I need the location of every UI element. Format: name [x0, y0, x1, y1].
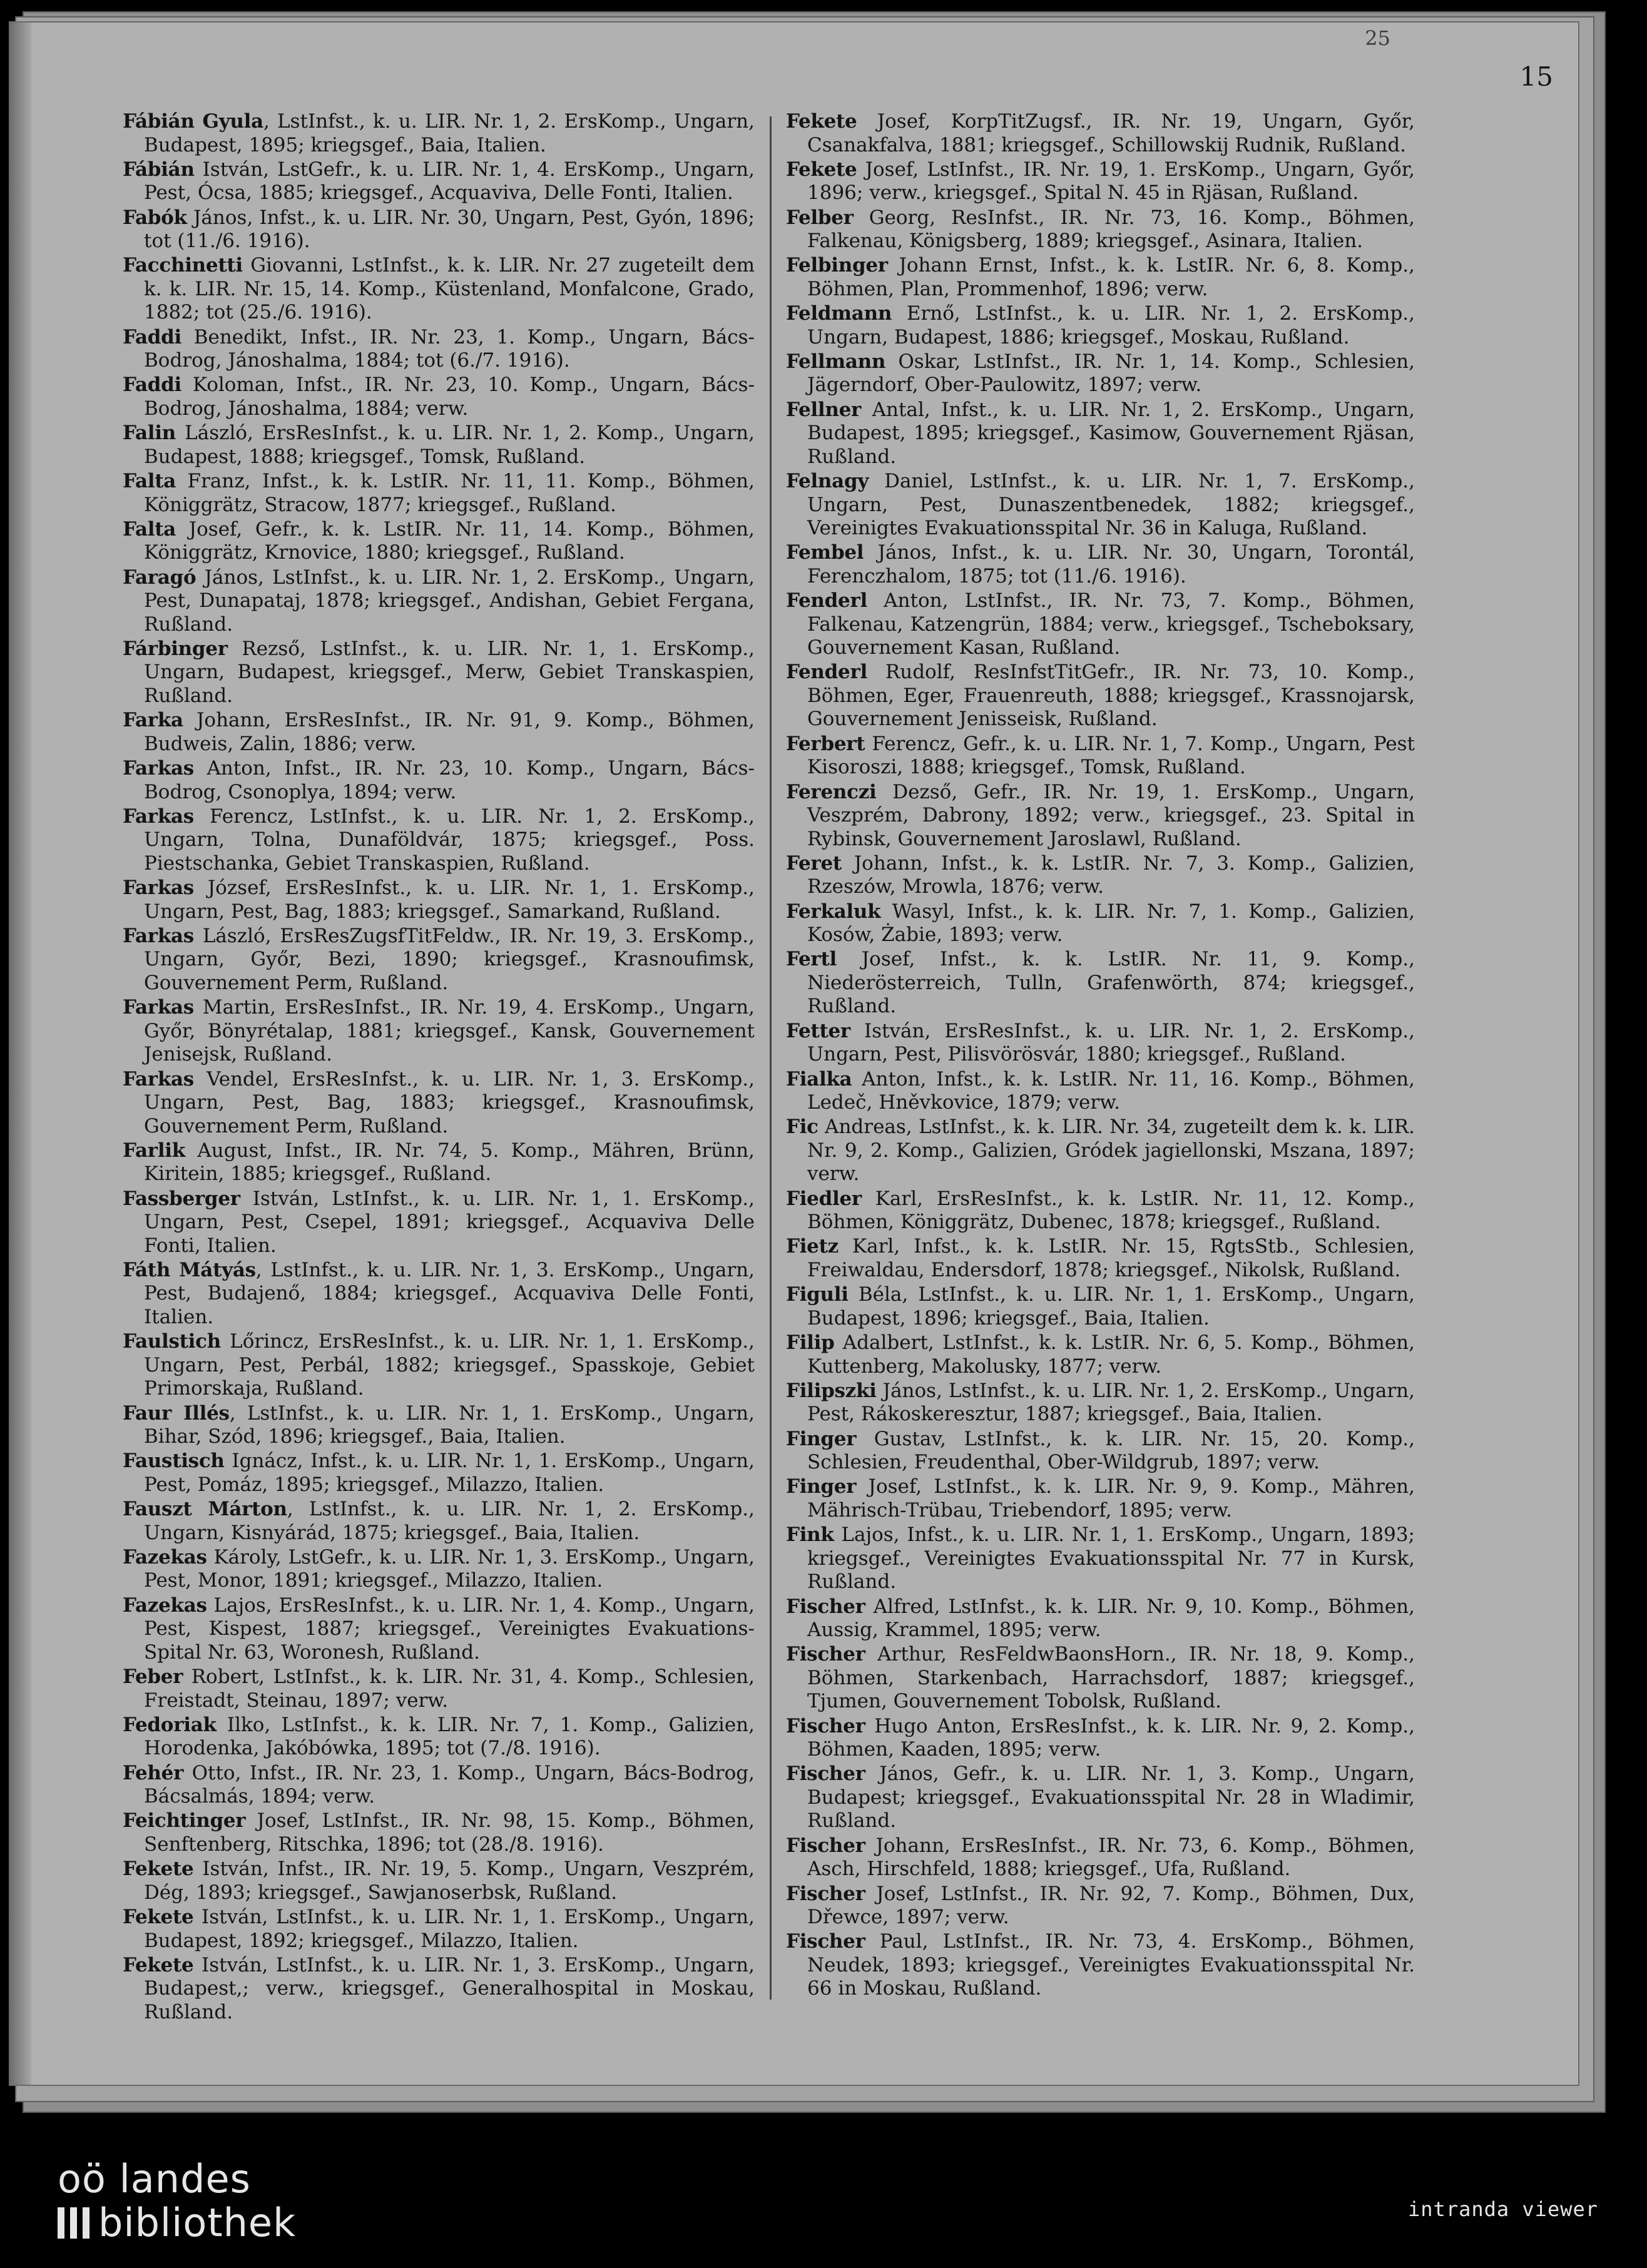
entry-details: Ferencz, LstInfst., k. u. LIR. Nr. 1, 2. ErsKomp., Ungarn, Tolna, Dunaföldvár, 1875; kriegsgef., Poss. Piestschanka, Gebiet Transkaspien, Rußland. [144, 805, 755, 875]
list-entry [123, 374, 755, 420]
list-entry [123, 1762, 755, 1809]
entry-surname: Fietz [786, 1235, 839, 1258]
list-entry [786, 1715, 1415, 1762]
logo-line-2 [58, 2201, 296, 2245]
list-entry [123, 1259, 755, 1330]
entry-details: Josef, LstInfst., IR. Nr. 92, 7. Komp., Böhmen, Dux, Dřewce, 1897; verw. [807, 1882, 1415, 1928]
list-entry [123, 1139, 755, 1186]
entry-surname: Faulstich [123, 1330, 221, 1353]
list-entry [123, 925, 755, 995]
list-entry [123, 1402, 755, 1449]
entry-surname: Ferenczi [786, 780, 877, 803]
entry-details: Dezső, Gefr., IR. Nr. 19, 1. ErsKomp., Ungarn, Veszprém, Dabrony, 1892; verw., kriegsgef., 23. Spital in Rybinsk, Gouvernement Jaroslawl, Rußland. [807, 780, 1415, 850]
entry-surname: Fáth Mátyás [123, 1258, 256, 1281]
entry-surname: Fertl [786, 948, 837, 971]
list-entry [123, 1906, 755, 1953]
entry-details: Koloman, Infst., IR. Nr. 23, 10. Komp., Ungarn, Bács-Bodrog, Jánoshalma, 1884; verw. [144, 374, 755, 420]
list-entry [123, 709, 755, 756]
entry-details: Károly, LstGefr., k. u. LIR. Nr. 1, 3. ErsKomp., Ungarn, Pest, Monor, 1891; kriegsgef., Milazzo, Italien. [144, 1545, 755, 1592]
entry-details: Josef, LstInfst., IR. Nr. 98, 15. Komp., Böhmen, Senftenberg, Ritschka, 1896; tot (28./8. 1916). [144, 1809, 755, 1856]
list-entry [786, 1643, 1415, 1714]
list-entry [786, 254, 1415, 301]
entry-surname: Fazekas [123, 1594, 207, 1617]
entry-details: Lőrincz, ErsResInfst., k. u. LIR. Nr. 1, 1. ErsKomp., Ungarn, Pest, Perbál, 1882; kriegsgef., Spasskoje, Gebiet Primorskaja, Rußland. [144, 1330, 755, 1400]
entry-surname: Fekete [123, 1953, 194, 1976]
entry-details: Gustav, LstInfst., k. k. LIR. Nr. 15, 20. Komp., Schlesien, Freudenthal, Ober-Wildgrub, 1897; verw. [807, 1427, 1415, 1474]
list-entry [786, 1762, 1415, 1833]
entry-details: László, ErsResInfst., k. u. LIR. Nr. 1, 2. Komp., Ungarn, Budapest, 1888; kriegsgef., Tomsk, Rußland. [144, 422, 755, 468]
list-entry [123, 1665, 755, 1712]
entry-surname: Falta [123, 470, 176, 493]
list-entry [123, 1954, 755, 2025]
entry-details: , LstInfst., k. u. LIR. Nr. 1, 1. ErsKomp., Ungarn, Bihar, Szód, 1896; kriegsgef., Baia, Italien. [144, 1401, 755, 1448]
entry-details: Anton, Infst., IR. Nr. 23, 10. Komp., Ungarn, Bács-Bodrog, Csonoplya, 1894; verw. [144, 757, 755, 803]
entry-surname: Fehér [123, 1761, 184, 1784]
left-column [123, 110, 755, 2025]
entry-surname: Faddi [123, 325, 182, 348]
list-entry [786, 948, 1415, 1019]
list-entry [786, 900, 1415, 947]
list-entry [786, 1235, 1415, 1282]
entry-surname: Fischer [786, 1930, 865, 1953]
entry-details: Arthur, ResFeldwBaonsHorn., IR. Nr. 18, 9. Komp., Böhmen, Starkenbach, Harrachsdorf, 1887; kriegsgef., Tjumen, Gouvernement Tobolsk, Rußland. [807, 1643, 1415, 1713]
entry-surname: Farkas [123, 757, 194, 780]
entry-details: István, LstInfst., k. u. LIR. Nr. 1, 1. ErsKomp., Ungarn, Budapest, 1892; kriegsgef., Milazzo, Italien. [144, 1906, 755, 1952]
entry-surname: Fischer [786, 1714, 865, 1737]
entry-surname: Fischer [786, 1643, 865, 1666]
list-entry [786, 1834, 1415, 1881]
entry-surname: Fabók [123, 206, 187, 229]
entry-details: János, Gefr., k. u. LIR. Nr. 1, 3. Komp., Ungarn, Budapest; kriegsgef., Evakuationsspital Nr. 28 in Wladimir, Rußland. [807, 1762, 1415, 1833]
entry-details: Otto, Infst., IR. Nr. 23, 1. Komp., Ungarn, Bács-Bodrog, Bácsalmás, 1894; verw. [144, 1761, 755, 1808]
entry-surname: Ferbert [786, 732, 865, 755]
entry-details: Johann, ErsResInfst., IR. Nr. 91, 9. Komp., Böhmen, Budweis, Zalin, 1886; verw. [144, 709, 755, 755]
list-entry [123, 518, 755, 565]
entry-details: Georg, ResInfst., IR. Nr. 73, 16. Komp., Böhmen, Falkenau, Königsberg, 1889; kriegsgef., Asinara, Italien. [807, 206, 1415, 253]
list-entry [123, 254, 755, 325]
entry-surname: Fazekas [123, 1545, 207, 1569]
list-entry [123, 1858, 755, 1904]
entry-details: Oskar, LstInfst., IR. Nr. 1, 14. Komp., Schlesien, Jägerndorf, Ober-Paulowitz, 1897; verw. [807, 350, 1415, 397]
entry-details: Giovanni, LstInfst., k. k. LIR. Nr. 27 zugeteilt dem k. k. LIR. Nr. 15, 14. Komp., Küstenland, Monfalcone, Grado, 1882; tot (25./6. 1916). [144, 254, 755, 324]
entry-details: Alfred, LstInfst., k. k. LIR. Nr. 9, 10. Komp., Böhmen, Aussig, Krammel, 1895; verw. [807, 1595, 1415, 1642]
entry-details: Ignácz, Infst., k. u. LIR. Nr. 1, 1. ErsKomp., Ungarn, Pest, Pomáz, 1895; kriegsgef., Milazzo, Italien. [144, 1450, 755, 1496]
entry-surname: Figuli [786, 1283, 849, 1306]
entry-surname: Fischer [786, 1762, 865, 1786]
entry-surname: Faustisch [123, 1450, 225, 1473]
entry-surname: Fischer [786, 1882, 865, 1905]
entry-details: Rudolf, ResInfstTitGefr., IR. Nr. 73, 10. Komp., Böhmen, Eger, Frauenreuth, 1888; kriegsgef., Krassnojarsk, Gouvernement Jenisseisk, Rußland. [807, 661, 1415, 731]
list-entry [786, 1523, 1415, 1594]
entry-surname: Fetter [786, 1019, 850, 1042]
list-entry [786, 852, 1415, 899]
entry-details: István, ErsResInfst., k. u. LIR. Nr. 1, 2. ErsKomp., Ungarn, Pest, Pilisvörösvár, 1880; kriegsgef., Rußland. [807, 1019, 1415, 1066]
list-entry [123, 326, 755, 373]
logo-line-1: oö landes [58, 2156, 251, 2202]
entry-surname: Faur Illés [123, 1401, 230, 1425]
entry-details: Karl, Infst., k. k. LstIR. Nr. 15, RgtsStb., Schlesien, Freiwaldau, Endersdorf, 1878; kriegsgef., Nikolsk, Rußland. [807, 1235, 1415, 1281]
entry-surname: Finger [786, 1475, 857, 1498]
entry-details: Andreas, LstInfst., k. k. LIR. Nr. 34, zugeteilt dem k. k. LIR. Nr. 9, 2. Komp., Galizien, Gródek jagiellonski, Mszana, 1897; verw. [807, 1116, 1415, 1186]
entry-details: Josef, LstInfst., IR. Nr. 19, 1. ErsKomp., Ungarn, Győr, 1896; verw., kriegsgef., Spital N. 45 in Rjäsan, Rußland. [807, 158, 1415, 205]
entry-details: József, ErsResInfst., k. u. LIR. Nr. 1, 1. ErsKomp., Ungarn, Pest, Bag, 1883; kriegsgef., Samarkand, Rußland. [144, 877, 755, 923]
list-entry [786, 1595, 1415, 1642]
entry-surname: Fischer [786, 1595, 865, 1618]
entry-details: Josef, Gefr., k. k. LstIR. Nr. 11, 14. Komp., Böhmen, Königgrätz, Krnovice, 1880; kriegsgef., Rußland. [144, 517, 755, 564]
list-entry [786, 1283, 1415, 1330]
entry-surname: Fábián Gyula [123, 110, 263, 133]
list-entry [786, 733, 1415, 780]
entry-details: Karl, ErsResInfst., k. k. LstIR. Nr. 11, 12. Komp., Böhmen, Königgrätz, Dubenec, 1878; kriegsgef., Rußland. [807, 1187, 1415, 1234]
list-entry [123, 996, 755, 1067]
logo-line-2-text: bibliothek [98, 2200, 296, 2245]
list-entry [786, 206, 1415, 253]
entry-surname: Fekete [786, 158, 857, 181]
list-entry [123, 877, 755, 923]
entry-details: Paul, LstInfst., IR. Nr. 73, 4. ErsKomp., Böhmen, Neudek, 1893; kriegsgef., Vereinigtes Evakuationsspital Nr. 66 in Moskau, Rußland. [807, 1930, 1415, 2000]
entry-details: Ernő, LstInfst., k. u. LIR. Nr. 1, 2. ErsKomp., Ungarn, Budapest, 1886; kriegsgef., Moskau, Rußland. [807, 302, 1415, 348]
top-mark: 25 [1365, 26, 1390, 50]
viewer-label[interactable]: intranda viewer [1408, 2197, 1598, 2221]
list-entry [123, 757, 755, 804]
list-entry [123, 1809, 755, 1856]
entry-surname: Fauszt Márton [123, 1498, 287, 1521]
entry-surname: Fekete [123, 1858, 194, 1881]
entry-details: Josef, LstInfst., k. k. LIR. Nr. 9, 9. Komp., Mähren, Mährisch-Trübau, Triebendorf, 1895; verw. [807, 1475, 1415, 1522]
entry-details: Robert, LstInfst., k. k. LIR. Nr. 31, 4. Komp., Schlesien, Freistadt, Steinau, 1897; verw. [144, 1665, 755, 1712]
entry-details: László, ErsResZugsfTitFeldw., IR. Nr. 19, 3. ErsKomp., Ungarn, Győr, Bezi, 1890; kriegsgef., Krasnoufimsk, Gouvernement Perm, Rußland. [144, 924, 755, 994]
entry-surname: Farkas [123, 805, 194, 828]
entry-details: Martin, ErsResInfst., IR. Nr. 19, 4. ErsKomp., Ungarn, Győr, Bönyrétalap, 1881; kriegsgef., Kansk, Gouvernement Jenisejsk, Rußland. [144, 996, 755, 1066]
list-entry [123, 805, 755, 876]
entry-surname: Farkas [123, 877, 194, 900]
entry-details: Hugo Anton, ErsResInfst., k. k. LIR. Nr. 9, 2. Komp., Böhmen, Kaaden, 1895; verw. [807, 1714, 1415, 1761]
entry-details: Anton, LstInfst., IR. Nr. 73, 7. Komp., Böhmen, Falkenau, Katzengrün, 1884; verw., kriegsgef., Tscheboksary, Gouvernement Kasan, Rußland. [807, 589, 1415, 659]
entry-details: Benedikt, Infst., IR. Nr. 23, 1. Komp., Ungarn, Bács-Bodrog, Jánoshalma, 1884; tot (6./7. 1916). [144, 325, 755, 372]
list-entry [123, 1546, 755, 1593]
entry-details: Antal, Infst., k. u. LIR. Nr. 1, 2. ErsKomp., Ungarn, Budapest, 1895; kriegsgef., Kasimow, Gouvernement Rjäsan, Rußland. [807, 398, 1415, 468]
list-entry [786, 1475, 1415, 1522]
entry-details: Anton, Infst., k. k. LstIR. Nr. 11, 16. Komp., Böhmen, Ledeč, Hněvkovice, 1879; verw. [807, 1067, 1415, 1114]
entry-surname: Fábián [123, 158, 195, 181]
entry-details: Ilko, LstInfst., k. k. LIR. Nr. 7, 1. Komp., Galizien, Horodenka, Jakóbówka, 1895; tot (7./8. 1916). [144, 1713, 755, 1760]
entry-details: Daniel, LstInfst., k. u. LIR. Nr. 1, 7. ErsKomp., Ungarn, Pest, Dunaszentbenedek, 1882; kriegsgef., Vereinigtes Evakuationsspital Nr. 36 in Kaluga, Rußland. [807, 470, 1415, 540]
list-entry [786, 589, 1415, 660]
list-entry [786, 1930, 1415, 2001]
entry-surname: Farka [123, 709, 183, 732]
entry-details: Josef, KorpTitZugsf., IR. Nr. 19, Ungarn, Győr, Csanakfalva, 1881; kriegsgef., Schillowskij Rudnik, Rußland. [807, 110, 1415, 156]
entry-surname: Feber [123, 1665, 183, 1689]
entry-surname: Farkas [123, 996, 194, 1019]
library-logo[interactable] [58, 2157, 296, 2245]
entry-surname: Ferkaluk [786, 900, 881, 923]
entry-surname: Facchinetti [123, 254, 243, 277]
list-entry [786, 470, 1415, 541]
entry-surname: Fink [786, 1523, 834, 1547]
entry-details: , LstInfst., k. u. LIR. Nr. 1, 2. ErsKomp., Ungarn, Kisnyárád, 1875; kriegsgef., Baia, Italien. [144, 1498, 755, 1544]
entry-details: Johann, ErsResInfst., IR. Nr. 73, 6. Komp., Böhmen, Asch, Hirschfeld, 1888; kriegsgef., Ufa, Rußland. [807, 1834, 1415, 1881]
list-entry [123, 1498, 755, 1545]
list-entry [786, 1116, 1415, 1186]
list-entry [123, 566, 755, 637]
entry-surname: Fellmann [786, 350, 886, 373]
entry-surname: Feret [786, 852, 842, 875]
entry-surname: Fellner [786, 398, 862, 421]
entry-surname: Fialka [786, 1067, 852, 1091]
list-entry [786, 350, 1415, 397]
entry-details: János, Infst., k. u. LIR. Nr. 30, Ungarn, Pest, Gyón, 1896; tot (11./6. 1916). [144, 206, 755, 253]
entry-surname: Faragó [123, 566, 196, 589]
list-entry [123, 1714, 755, 1761]
entry-details: Lajos, ErsResInfst., k. u. LIR. Nr. 1, 4. Komp., Ungarn, Pest, Kispest, 1887; kriegsgef., Vereinigtes Evakuations-Spital Nr. 63, Woronesh, Rußland. [144, 1594, 755, 1664]
list-entry [123, 206, 755, 253]
entry-details: Wasyl, Infst., k. k. LIR. Nr. 7, 1. Komp., Galizien, Kosów, Żabie, 1893; verw. [807, 900, 1415, 947]
list-entry [786, 1428, 1415, 1475]
list-entry [123, 1594, 755, 1665]
list-entry [123, 470, 755, 517]
entry-details: Vendel, ErsResInfst., k. u. LIR. Nr. 1, 3. ErsKomp., Ungarn, Pest, Bag, 1883; kriegsgef., Krasnoufimsk, Gouvernement Perm, Rußland. [144, 1067, 755, 1137]
entry-surname: Filip [786, 1331, 835, 1355]
entry-details: János, LstInfst., k. u. LIR. Nr. 1, 2. ErsKomp., Ungarn, Pest, Dunapataj, 1878; kriegsgef., Andishan, Gebiet Fergana, Rußland. [144, 566, 755, 636]
list-entry [123, 1068, 755, 1139]
list-entry [786, 661, 1415, 731]
entry-details: István, LstGefr., k. u. LIR. Nr. 1, 4. ErsKomp., Ungarn, Pest, Ócsa, 1885; kriegsgef., Acquaviva, Delle Fonti, Italien. [144, 158, 755, 205]
entry-surname: Fembel [786, 541, 864, 564]
entry-details: János, Infst., k. u. LIR. Nr. 30, Ungarn, Torontál, Ferenczhalom, 1875; tot (11./6. 1916). [807, 541, 1415, 587]
entry-details: Johann Ernst, Infst., k. k. LstIR. Nr. 6, 8. Komp., Böhmen, Plan, Prommenhof, 1896; verw. [807, 254, 1415, 300]
list-entry [786, 110, 1415, 157]
right-column [786, 110, 1415, 2002]
list-entry [786, 1020, 1415, 1067]
entry-details: Lajos, Infst., k. u. LIR. Nr. 1, 1. ErsKomp., Ungarn, 1893; kriegsgef., Vereinigtes Evakuationsspital Nr. 77 in Kursk, Rußland. [807, 1523, 1415, 1594]
entry-surname: Fiedler [786, 1187, 862, 1210]
entry-surname: Feldmann [786, 302, 892, 325]
list-entry [786, 1187, 1415, 1234]
list-entry [123, 1330, 755, 1401]
list-entry [123, 422, 755, 469]
list-entry [786, 1883, 1415, 1930]
entry-details: Franz, Infst., k. k. LstIR. Nr. 11, 11. Komp., Böhmen, Königgrätz, Stracow, 1877; kriegsgef., Rußland. [144, 470, 755, 516]
entry-surname: Fekete [786, 110, 857, 133]
list-entry [786, 302, 1415, 349]
entry-surname: Filipszki [786, 1379, 877, 1402]
entry-details: Ferencz, Gefr., k. u. LIR. Nr. 1, 7. Komp., Ungarn, Pest Kisoroszi, 1888; kriegsgef., Tomsk, Rußland. [807, 732, 1415, 779]
entry-surname: Fárbinger [123, 637, 228, 660]
entry-surname: Feichtinger [123, 1809, 246, 1833]
list-entry [123, 110, 755, 157]
entry-details: August, Infst., IR. Nr. 74, 5. Komp., Mähren, Brünn, Kiritein, 1885; kriegsgef., Rußland. [144, 1139, 755, 1186]
list-entry [123, 638, 755, 708]
entry-surname: Fenderl [786, 589, 867, 613]
entry-surname: Fic [786, 1116, 818, 1139]
entry-details: Adalbert, LstInfst., k. k. LstIR. Nr. 6, 5. Komp., Böhmen, Kuttenberg, Makolusky, 1877; verw. [807, 1331, 1415, 1378]
entry-surname: Faddi [123, 374, 182, 397]
entry-surname: Falin [123, 422, 176, 445]
entry-surname: Finger [786, 1427, 857, 1450]
entry-details: István, LstInfst., k. u. LIR. Nr. 1, 1. ErsKomp., Ungarn, Pest, Csepel, 1891; kriegsgef., Acquaviva Delle Fonti, Italien. [144, 1187, 755, 1257]
list-entry [123, 1187, 755, 1258]
entry-details: , LstInfst., k. u. LIR. Nr. 1, 3. ErsKomp., Ungarn, Pest, Budajenő, 1884; kriegsgef., Acquaviva Delle Fonti, Italien. [144, 1258, 755, 1328]
list-entry [786, 1380, 1415, 1426]
scanned-page [9, 21, 1579, 2086]
entry-surname: Felbinger [786, 254, 888, 277]
list-entry [786, 399, 1415, 469]
list-entry [123, 158, 755, 205]
list-entry [786, 541, 1415, 588]
entry-surname: Farkas [123, 924, 194, 947]
list-entry [123, 1450, 755, 1497]
entry-details: János, LstInfst., k. u. LIR. Nr. 1, 2. ErsKomp., Ungarn, Pest, Rákoskeresztur, 1887; kriegsgef., Baia, Italien. [807, 1379, 1415, 1426]
list-entry [786, 1068, 1415, 1115]
entry-details: , LstInfst., k. u. LIR. Nr. 1, 2. ErsKomp., Ungarn, Budapest, 1895; kriegsgef., Baia, Italien. [144, 110, 755, 156]
logo-bars-icon [58, 2207, 89, 2239]
entry-details: Josef, Infst., k. k. LstIR. Nr. 11, 9. Komp., Niederösterreich, Tulln, Grafenwörth, 874; kriegsgef., Rußland. [807, 948, 1415, 1018]
entry-surname: Falta [123, 517, 176, 541]
entry-details: István, LstInfst., k. u. LIR. Nr. 1, 3. ErsKomp., Ungarn, Budapest,; verw., kriegsgef., Generalhospital in Moskau, Rußland. [144, 1953, 755, 2023]
list-entry [786, 158, 1415, 205]
list-entry [786, 781, 1415, 852]
entry-details: Johann, Infst., k. k. LstIR. Nr. 7, 3. Komp., Galizien, Rzeszów, Mrowla, 1876; verw. [807, 852, 1415, 898]
entry-surname: Felber [786, 206, 854, 229]
entry-details: István, Infst., IR. Nr. 19, 5. Komp., Ungarn, Veszprém, Dég, 1893; kriegsgef., Sawjanoserbsk, Rußland. [144, 1858, 755, 1904]
entry-surname: Farlik [123, 1139, 185, 1162]
entry-details: Béla, LstInfst., k. u. LIR. Nr. 1, 1. ErsKomp., Ungarn, Budapest, 1896; kriegsgef., Baia, Italien. [807, 1283, 1415, 1330]
entry-surname: Fekete [123, 1906, 194, 1928]
entry-details: Rezső, LstInfst., k. u. LIR. Nr. 1, 1. ErsKomp., Ungarn, Budapest, kriegsgef., Merw, Gebiet Transkaspien, Rußland. [144, 637, 755, 707]
entry-surname: Fischer [786, 1834, 865, 1857]
entry-surname: Farkas [123, 1067, 194, 1091]
entry-surname: Fenderl [786, 661, 867, 684]
list-entry [786, 1331, 1415, 1378]
entry-surname: Felnagy [786, 470, 869, 493]
entry-surname: Fassberger [123, 1187, 240, 1210]
page-number: 15 [1519, 61, 1553, 92]
column-divider [770, 116, 772, 2000]
entry-surname: Fedoriak [123, 1713, 217, 1736]
